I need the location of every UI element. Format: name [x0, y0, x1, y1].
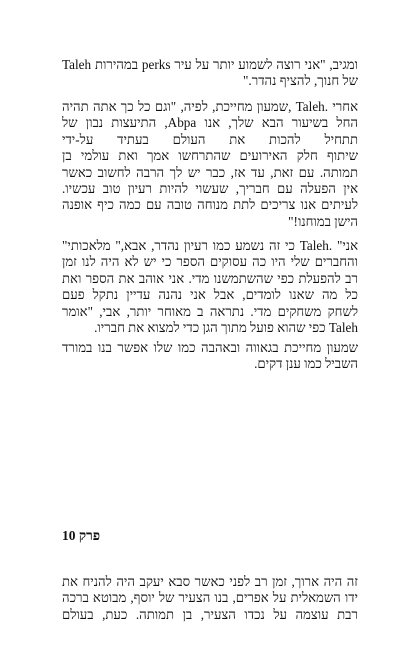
text-line: לשחק משחקים מדי. נתראה ב מאוחר יותר, אבי, "אומר	[62, 303, 358, 319]
text-line: אין הפעלה עם חבריך, שעשוי להיות רעיון טוב עכשיו.	[62, 180, 358, 196]
text-line: שיתוף חלק האירועים שהתרחשו אמך ואת עולמי בן	[62, 148, 358, 164]
text-line: אחרי .Taleh ,שמעון מחייכת, לפיה, "וגם כל כך אתה תהיה	[62, 99, 358, 114]
text-line: ידו השמאלית על אפרים, בנו הצעיר של יוסף, מבוטא ברכה	[62, 590, 358, 606]
text-line: של חנוך, להציף נהדר."	[243, 73, 358, 89]
text-line: כל מה שאנו לומדים, אבל אני נהנה עדיין נתקל פעם	[62, 287, 358, 303]
text-line: הישן במוחנו!"	[288, 213, 358, 229]
paragraph-3	[62, 238, 358, 336]
chapter-heading: פרק 10	[62, 528, 101, 543]
text-line: שמעון מחייכת בגאווה ובאהבה כמו שלו אפשר בנו במורד	[62, 340, 358, 355]
text-line: לעיתים אנו צריכים לתת מנוחה טובה עם כמה כיף אופנה	[62, 197, 358, 213]
text-line: אני" .Taleh כי זה נשמע כמו רעיון נהדר, אבא," מלאכותי"	[62, 238, 358, 253]
paragraph-1	[62, 57, 358, 90]
paragraph-2	[62, 99, 358, 230]
chapter-paragraph	[62, 574, 358, 623]
paragraph-4	[62, 340, 358, 373]
text-line: תתחיל להכות את העולם בעתיד על-ידי	[62, 131, 358, 147]
text-line: החל בשיעור הבא שלך, אנו Abpa, התיעצות נבון של	[62, 115, 358, 131]
text-line: ומגיב, "אני רוצה לשמוע יותר על עיר perks במהירות Taleh	[62, 57, 358, 72]
text-line: תמותה. עם זאת, עד אז, כבר יש לך הרבה לחשוב כאשר	[62, 164, 358, 180]
text-line: Taleh כפי שהוא פועל מתוך הגן כדי למצוא את חבריו.	[94, 319, 358, 335]
text-line: זה היה ארוך, זמן רב לפני כאשר סבא יעקב היה להניח את	[62, 574, 358, 589]
text-line: והחברים שלי היו כה עסוקים הספר כי יש לא היה לנו זמן	[62, 254, 358, 270]
text-line: השביל כמו ענן דקים.	[254, 356, 358, 372]
text-line: רבת עוצמה על נכדו הצעיר, בן תמותה. כעת, בעולם	[62, 606, 358, 622]
text-line: רב להפעלת כפי שהשתמשנו מדי. אני אוהב את הספר ואת	[62, 270, 358, 286]
